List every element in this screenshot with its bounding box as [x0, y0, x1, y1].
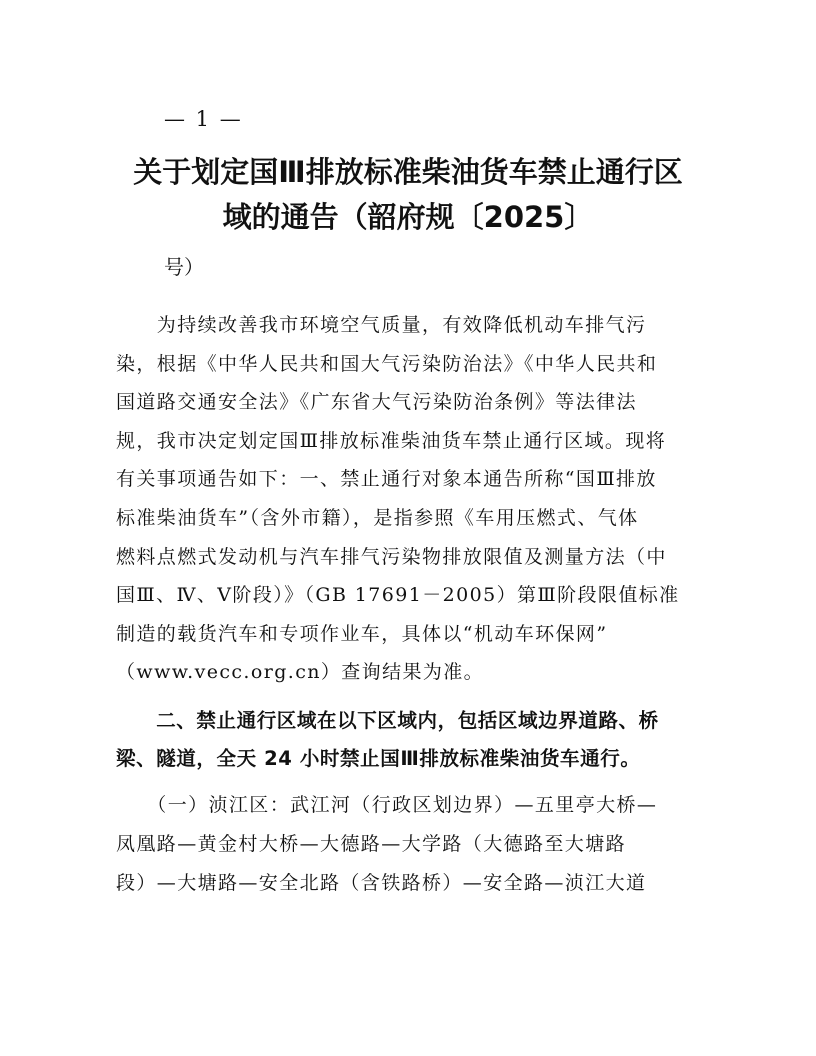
paragraph-line: 燃料点燃式发动机与汽车排气污染物排放限值及测量方法（中 — [116, 545, 667, 568]
paragraph-zhenjiang-district — [116, 786, 706, 903]
title-line: 关于划定国Ⅲ排放标准柴油货车禁止通行区 — [133, 155, 683, 189]
paragraph-line: 凤凰路—黄金村大桥—大德路—大学路（大德路至大塘路 — [116, 833, 627, 855]
paragraph-line: 标准柴油货车”（含外市籍），是指参照《车用压燃式、气体 — [116, 506, 639, 529]
paragraph-line: 国Ⅲ、Ⅳ、Ⅴ阶段）》（GB 17691－2005）第Ⅲ阶段限值标准 — [116, 584, 680, 607]
paragraph-line: 段）—大塘路—安全北路（含铁路桥）—安全路—浈江大道 — [116, 872, 647, 894]
paragraph-line: 染，根据《中华人民共和国大气污染防治法》《中华人民共和 — [116, 352, 658, 375]
paragraph-line: （www.vecc.org.cn）查询结果为准。 — [116, 661, 485, 684]
paragraph-line: 有关事项通告如下：一、禁止通行对象本通告所称“国Ⅲ排放 — [116, 468, 657, 491]
paragraph-line: 二、禁止通行区域在以下区域内，包括区域边界道路、桥 — [116, 709, 659, 732]
paragraph-line: 梁、隧道，全天 24 小时禁止国Ⅲ排放标准柴油货车通行。 — [116, 747, 641, 770]
title-line: 域的通告（韶府规〔2025〕 — [222, 200, 594, 234]
paragraph-line: 制造的载货汽车和专项作业车，具体以“机动车环保网” — [116, 622, 608, 645]
page-number: — 1 — — [164, 107, 243, 131]
paragraph-section-2 — [116, 702, 706, 778]
paragraph-line: 为持续改善我市环境空气质量，有效降低机动车排气污 — [116, 314, 647, 336]
paragraph-line: 国道路交通安全法》《广东省大气污染防治条例》等法律法 — [116, 391, 637, 414]
paragraph-line: 规，我市决定划定国Ⅲ排放标准柴油货车禁止通行区域。现将 — [116, 429, 667, 452]
document-title — [100, 150, 716, 240]
paragraph-intro — [116, 306, 706, 692]
paragraph-line: （一）浈江区：武江河（行政区划边界）—五里亭大桥— — [116, 794, 658, 816]
title-continuation: 号） — [164, 255, 204, 279]
